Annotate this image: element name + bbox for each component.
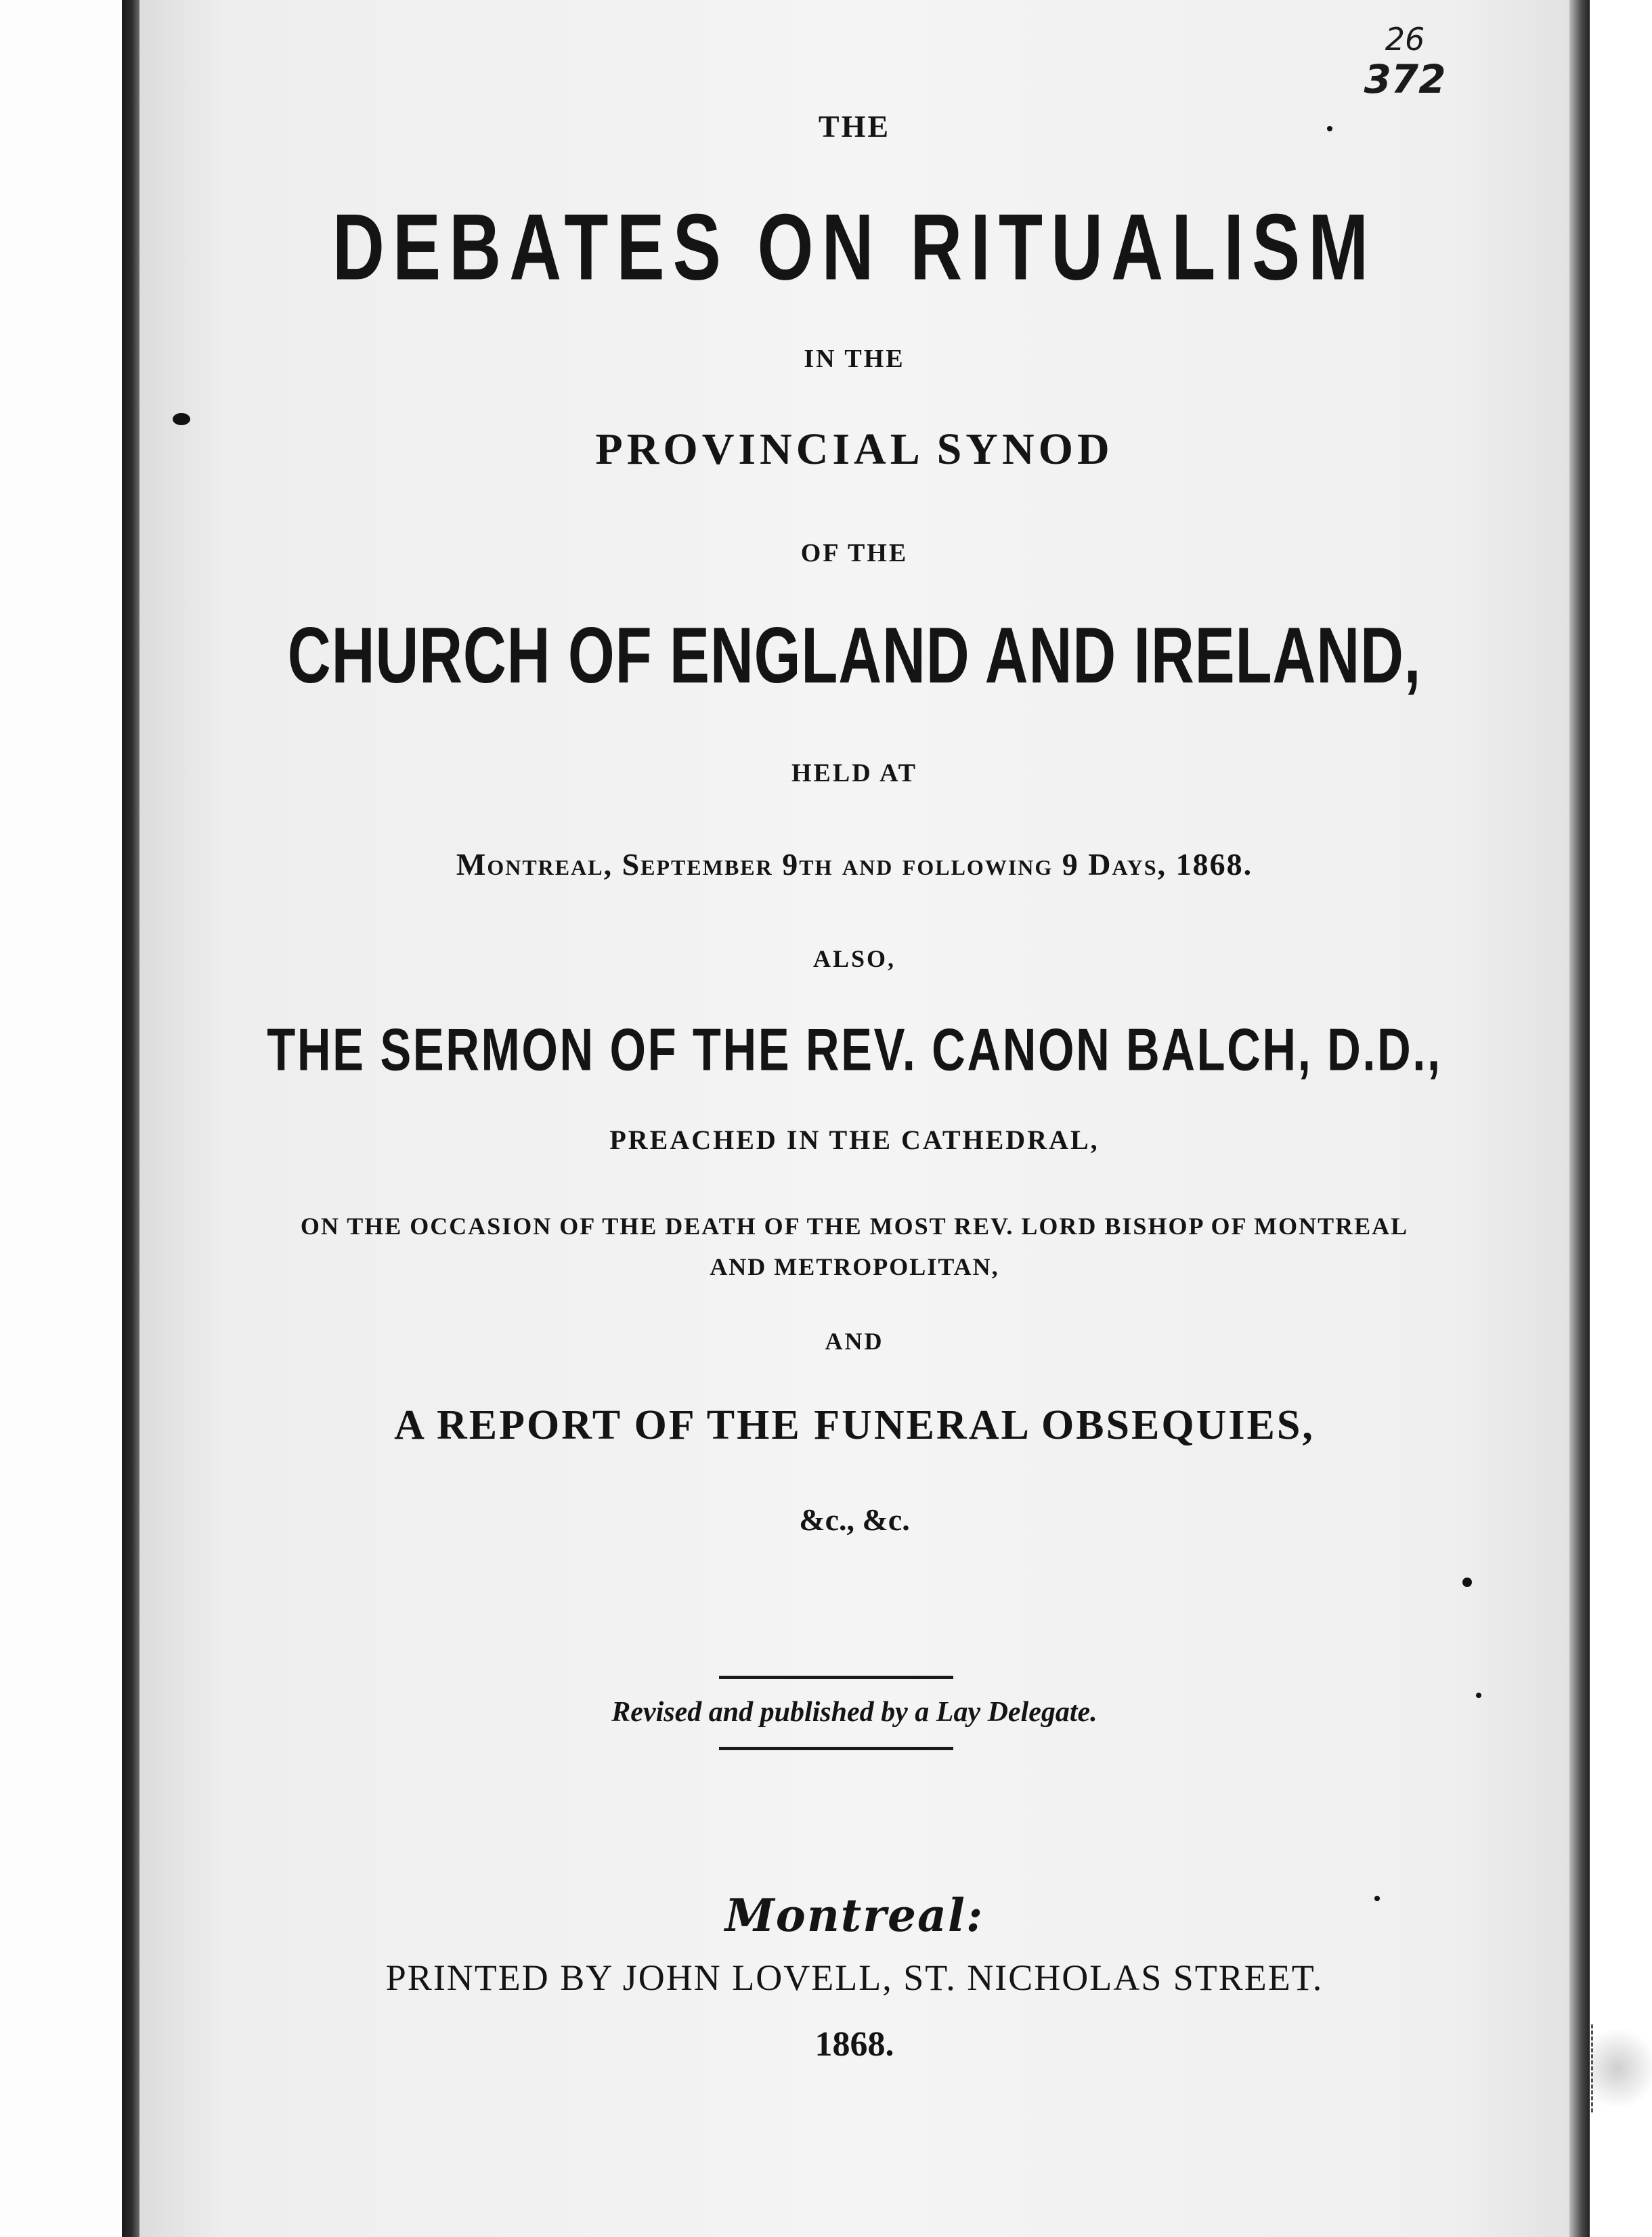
preached-line: PREACHED IN THE CATHEDRAL, <box>609 1125 1100 1155</box>
ink-speck <box>1327 126 1332 131</box>
blank-flyleaf <box>0 0 122 2237</box>
ink-speck <box>173 413 190 425</box>
also-connector: ALSO, <box>812 945 896 972</box>
torn-paper-fragment <box>1591 2024 1652 2112</box>
of-the-connector: OF THE <box>800 539 909 567</box>
title-article: THE <box>818 109 891 144</box>
book-gutter-edge <box>122 0 139 2237</box>
scan-right-margin <box>1590 0 1652 2237</box>
ink-speck <box>1476 1693 1481 1698</box>
held-at-connector: HELD AT <box>791 759 918 787</box>
in-the-connector: IN THE <box>804 345 905 373</box>
handwritten-shelfmark <box>1357 20 1452 100</box>
imprint-place: Montreal: <box>724 1889 984 1942</box>
synod-heading: PROVINCIAL SYNOD <box>595 425 1114 474</box>
shelfmark-line-2: 372 <box>1364 56 1446 102</box>
page-right-edge <box>1569 0 1590 2237</box>
ink-speck <box>1374 1896 1380 1901</box>
et-cetera: &c., &c. <box>799 1502 910 1537</box>
occasion-line-2: AND METROPOLITAN, <box>710 1253 999 1280</box>
rule-below-revised <box>719 1747 953 1750</box>
occasion-line-1: ON THE OCCASION OF THE DEATH OF THE MOST REV. LORD BISHOP OF MONTREAL <box>300 1213 1409 1240</box>
imprint-year: 1868. <box>814 2025 894 2064</box>
funeral-report-heading: A REPORT OF THE FUNERAL OBSEQUIES, <box>394 1402 1315 1448</box>
and-connector: AND <box>825 1328 884 1355</box>
place-and-date: Montreal, September 9th and following 9 Days, 1868. <box>456 847 1253 882</box>
ink-speck <box>1462 1578 1472 1587</box>
printer-line: PRINTED BY JOHN LOVELL, ST. NICHOLAS STREET. <box>385 1957 1324 1998</box>
church-heading: CHURCH OF ENGLAND AND IRELAND, <box>287 611 1422 699</box>
revised-by-line: Revised and published by a Lay Delegate. <box>611 1697 1097 1728</box>
sermon-heading: THE SERMON OF THE REV. CANON BALCH, D.D., <box>267 1016 1442 1083</box>
rule-above-revised <box>719 1676 953 1679</box>
main-title: DEBATES ON RITUALISM <box>332 195 1377 300</box>
shelfmark-line-1: 26 <box>1385 21 1425 58</box>
